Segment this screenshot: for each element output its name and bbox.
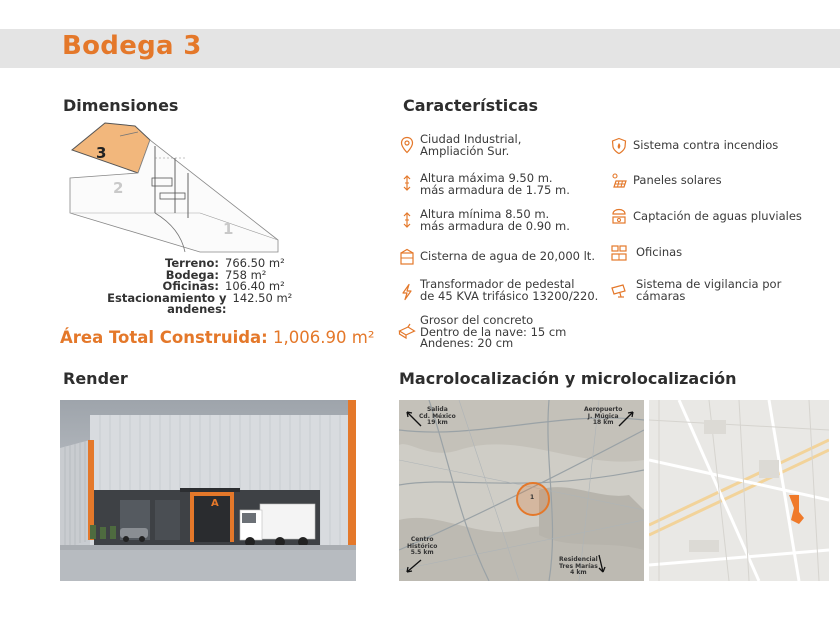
plan-label-1: 1 xyxy=(223,220,234,238)
feature-cctv: Sistema de vigilancia por cámaras xyxy=(636,277,782,303)
map-label-nw: Salida Cd. México 19 km xyxy=(419,406,456,426)
dimension-row: Bodega: 758 m² xyxy=(165,267,267,282)
concrete-icon xyxy=(398,323,416,341)
feature-location: Ciudad Industrial, Ampliación Sur. xyxy=(420,132,522,158)
dimension-row: Estacionamiento y andenes: 142.50 m² xyxy=(107,290,293,316)
feature-transformer: Transformador de pedestal de 45 KVA trifásico 13200/220. xyxy=(420,277,599,303)
rain-water-icon xyxy=(610,207,628,225)
page-title: Bodega 3 xyxy=(62,31,202,61)
feature-max-height: Altura máxima 9.50 m. más armadura de 1.75 m. xyxy=(420,171,570,197)
dimension-row: Terreno: 766.50 m² xyxy=(165,256,285,270)
feature-min-height: Altura mínima 8.50 m. más armadura de 0.90 m. xyxy=(420,207,570,233)
features-heading: Características xyxy=(403,96,539,115)
plan-label-2: 2 xyxy=(113,179,124,197)
feature-concrete: Grosor del concreto Dentro de la nave: 15 cm Andenes: 20 cm xyxy=(420,313,567,350)
total-built-area xyxy=(60,328,374,347)
location-pin-icon xyxy=(398,136,416,154)
micro-location-map xyxy=(649,400,829,581)
map-label-sw: Centro Histórico 5.5 km xyxy=(407,536,438,556)
solar-panel-icon xyxy=(610,172,628,190)
dimensions-heading: Dimensiones xyxy=(63,96,179,115)
height-arrow-icon xyxy=(398,174,416,192)
fire-shield-icon xyxy=(610,137,628,155)
feature-cistern: Cisterna de agua de 20,000 lt. xyxy=(420,249,595,263)
feature-rain-water: Captación de aguas pluviales xyxy=(633,209,802,223)
dimension-row: Oficinas: 106.40 m² xyxy=(162,279,285,293)
feature-solar-panels: Paneles solares xyxy=(633,173,722,187)
map-label-ne: Aeropuerto J. Múgica 18 km xyxy=(584,406,623,426)
render-door-label: A xyxy=(211,498,219,509)
render-image xyxy=(60,400,356,581)
total-value: 1,006.90 m² xyxy=(273,328,375,347)
office-icon xyxy=(610,244,628,262)
feature-fire-system: Sistema contra incendios xyxy=(633,138,779,152)
floor-plan xyxy=(60,118,290,258)
total-label: Área Total Construida: xyxy=(60,328,268,347)
water-tank-icon xyxy=(398,248,416,266)
map-marker-label: 1 xyxy=(530,494,535,501)
cctv-camera-icon xyxy=(610,282,628,300)
macro-location-map xyxy=(399,400,644,581)
plan-label-3: 3 xyxy=(96,144,107,162)
render-heading: Render xyxy=(63,369,128,388)
lightning-icon xyxy=(398,283,416,301)
feature-offices: Oficinas xyxy=(636,245,683,259)
dimensions-list xyxy=(60,258,310,316)
height-arrow-icon xyxy=(398,211,416,229)
map-label-se: Residencial Tres Marías 4 km xyxy=(559,556,598,576)
location-heading: Macrolocalización y microlocalización xyxy=(399,369,737,388)
